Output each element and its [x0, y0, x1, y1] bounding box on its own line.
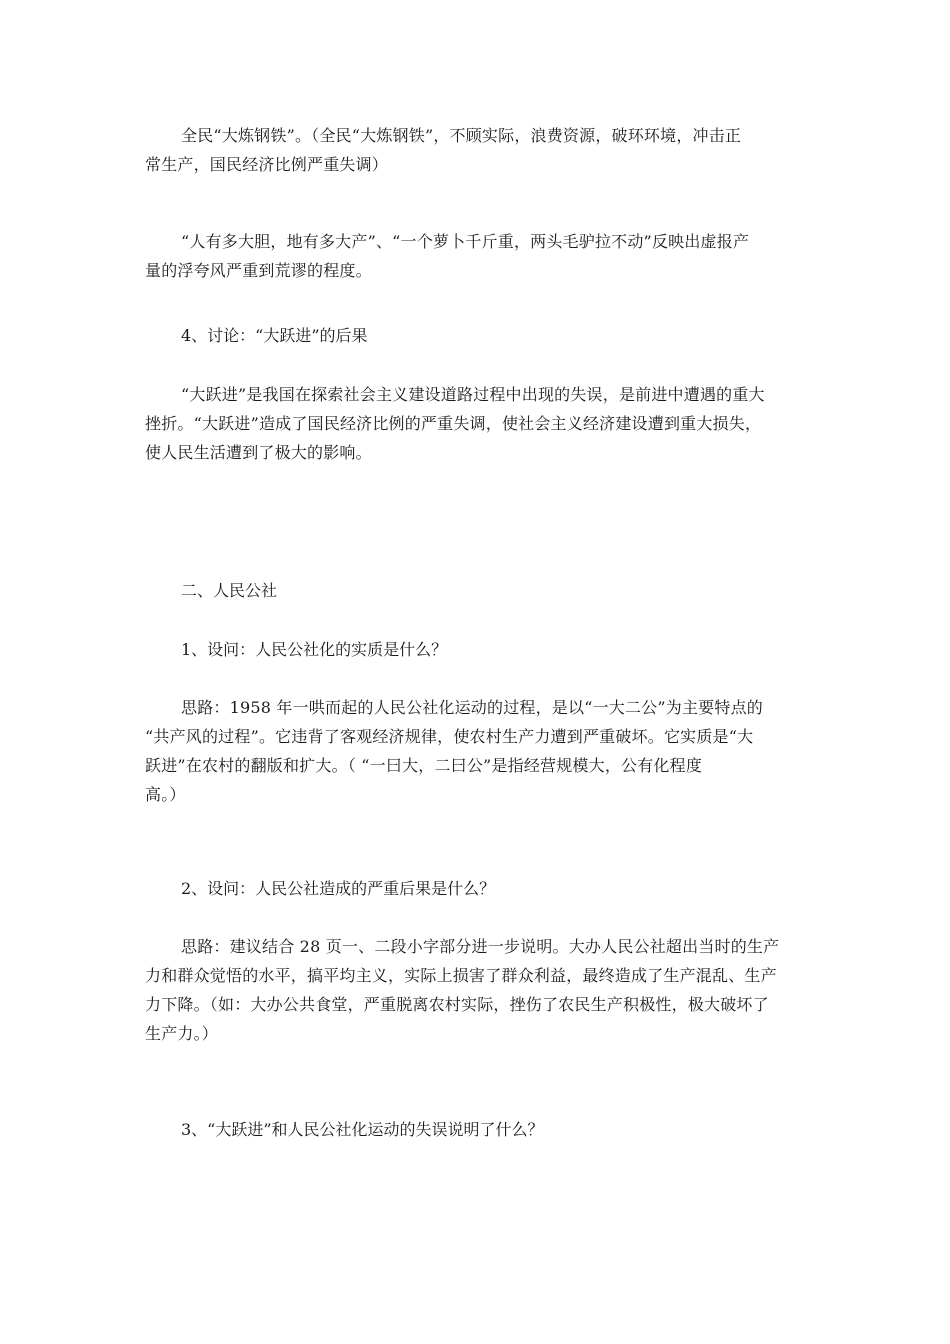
question-1: 1、设问：人民公社化的实质是什么？ [181, 640, 448, 659]
question-3: 3、“大跃进”和人民公社化运动的失误说明了什么？ [181, 1120, 544, 1139]
text-line: “共产风的过程”。它违背了客观经济规律，使农村生产力遭到严重破坏。它实质是“大 [145, 727, 754, 746]
paragraph-consequences [145, 380, 809, 467]
text-line: 力下降。（如：大办公共食堂，严重脱离农村实际，挫伤了农民生产积极性，极大破坏了 [145, 995, 769, 1014]
text-line: 常生产，国民经济比例严重失调） [145, 155, 389, 174]
paragraph-answer-1 [145, 693, 809, 809]
paragraph-answer-2 [145, 932, 809, 1048]
text-line: 量的浮夸风严重到荒谬的程度。 [145, 261, 372, 280]
text-line: “人有多大胆，地有多大产”、“一个萝卜千斤重，两头毛驴拉不动”反映出虚报产 [181, 232, 750, 251]
text-line: 挫折。“大跃进”造成了国民经济比例的严重失调，使社会主义经济建设遭到重大损失， [145, 414, 762, 433]
text-line: “大跃进”是我国在探索社会主义建设道路过程中出现的失误，是前进中遭遇的重大 [181, 385, 765, 404]
question-2: 2、设问：人民公社造成的严重后果是什么？ [181, 879, 496, 898]
paragraph-exaggeration [145, 227, 809, 285]
discussion-heading: 4、讨论：“大跃进”的后果 [181, 326, 368, 345]
section-heading-people-commune: 二、人民公社 [181, 581, 278, 600]
text-line: 高。） [145, 785, 186, 804]
text-line: 思路：建议结合 28 页一、二段小字部分进一步说明。大办人民公社超出当时的生产 [181, 937, 780, 956]
paragraph-steel-campaign [145, 121, 809, 179]
text-line: 跃进”在农村的翻版和扩大。（ “一曰大，二曰公”是指经营规模大，公有化程度 [145, 756, 703, 775]
text-line: 使人民生活遭到了极大的影响。 [145, 443, 372, 462]
text-line: 力和群众觉悟的水平，搞平均主义，实际上损害了群众利益，最终造成了生产混乱、生产 [145, 966, 777, 985]
text-line: 生产力。） [145, 1024, 219, 1043]
text-line: 全民“大炼钢铁”。（全民“大炼钢铁”，不顾实际，浪费资源，破环环境，冲击正 [181, 126, 742, 145]
text-line: 思路：1958 年一哄而起的人民公社化运动的过程，是以“一大二公”为主要特点的 [181, 698, 763, 717]
